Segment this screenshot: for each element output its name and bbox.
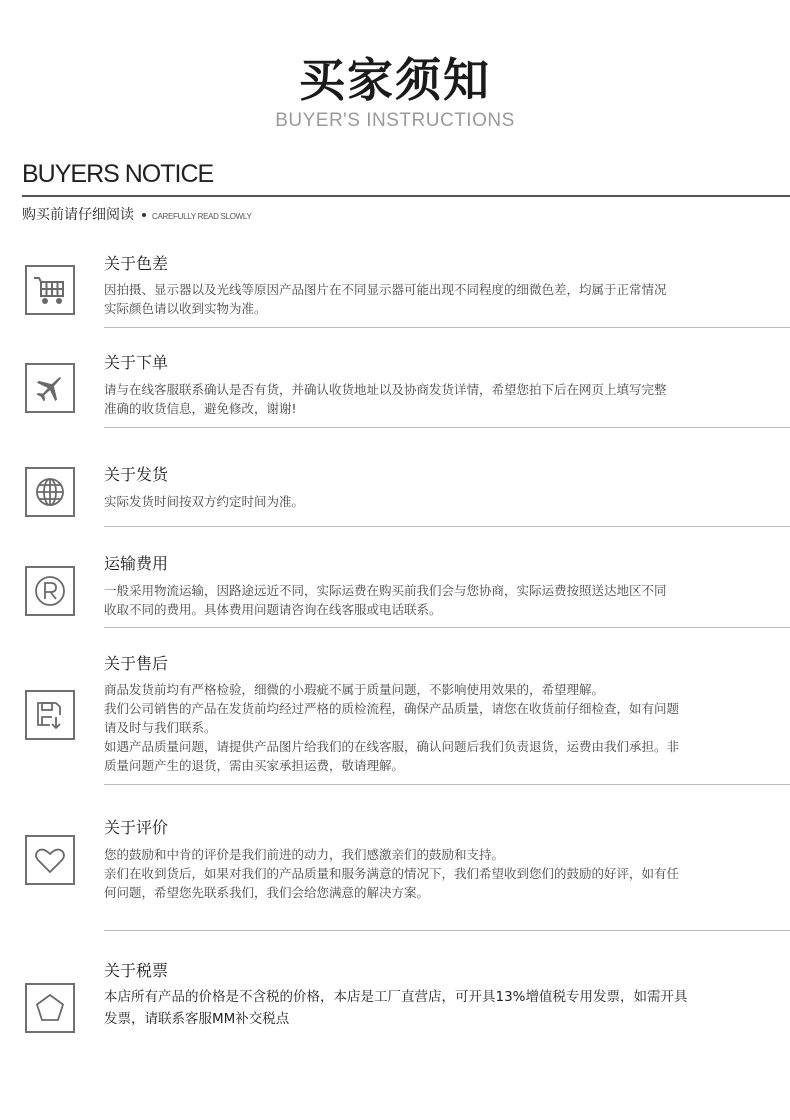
- notice-sub-cn: 购买前请仔细阅读: [22, 207, 134, 223]
- section-line: 本店所有产品的价格是不含税的价格，本店是工厂直营店，可开具13%增值税专用发票，如需开具: [104, 989, 688, 1005]
- section-line: 如遇产品质量问题，请提供产品图片给我们的在线客服，确认问题后我们负责退货，运费由我们承担。非: [104, 739, 680, 754]
- globe-icon: [25, 467, 75, 517]
- pentagon-icon: [25, 983, 75, 1033]
- section-title: 关于评价: [104, 818, 169, 837]
- section-body: [104, 680, 764, 775]
- section-line: 您的鼓励和中肯的评价是我们前进的动力，我们感激亲们的鼓励和支持。: [104, 847, 505, 862]
- section-line: 一般采用物流运输，因路途远近不同，实际运费在购买前我们会与您协商，实际运费按照送达地区不同: [104, 583, 667, 598]
- section-line: 实际颜色请以收到实物为准。: [104, 301, 267, 316]
- section-title: 关于下单: [104, 353, 169, 372]
- bullet-dot-icon: [142, 213, 146, 217]
- section-divider: [104, 427, 790, 428]
- section-title: 运输费用: [104, 554, 169, 573]
- section-body: [104, 845, 764, 902]
- section-line: 发票，请联系客服MM补交税点: [104, 1011, 290, 1027]
- section-line: 质量问题产生的退货，需由买家承担运费，敬请理解。: [104, 758, 405, 773]
- notice-divider: [22, 195, 790, 197]
- section-line: 亲们在收到货后，如果对我们的产品质量和服务满意的情况下，我们希望收到您们的鼓励的好评，如有任: [104, 866, 680, 881]
- section-divider: [104, 930, 790, 931]
- section-line: 请与在线客服联系确认是否有货，并确认收货地址以及协商发货详情，希望您拍下后在网页上填写完整: [104, 382, 667, 397]
- section-divider: [104, 327, 790, 328]
- registered-icon: [25, 566, 75, 616]
- section-title: 关于税票: [104, 961, 169, 980]
- section-title: 关于发货: [104, 465, 169, 484]
- section-title: 关于售后: [104, 654, 169, 673]
- section-line: 准确的收货信息，避免修改，谢谢!: [104, 401, 297, 416]
- section-line: 商品发货前均有严格检验，细微的小瑕疵不属于质量问题，不影响使用效果的，希望理解。: [104, 682, 605, 697]
- section-line: 实际发货时间按双方约定时间为准。: [104, 494, 305, 509]
- section-body: [104, 380, 764, 418]
- section-title: 关于色差: [104, 254, 169, 273]
- section-body: [104, 492, 764, 511]
- section-body: [104, 581, 764, 619]
- section-divider: [104, 784, 790, 785]
- page-title-en: BUYER'S INSTRUCTIONS: [275, 110, 515, 131]
- save-download-icon: [25, 690, 75, 740]
- section-divider: [104, 526, 790, 527]
- section-line: 因拍摄、显示器以及光线等原因产品图片在不同显示器可能出现不同程度的细微色差，均属于正常情况: [104, 282, 667, 297]
- section-line: 我们公司销售的产品在发货前均经过严格的质检流程，确保产品质量，请您在收货前仔细检查，如有问题: [104, 701, 680, 716]
- airplane-icon: [25, 363, 75, 413]
- section-body: [104, 986, 764, 1030]
- shopping-cart-icon: [25, 265, 75, 315]
- notice-subheading: [22, 204, 252, 227]
- notice-heading: BUYERS NOTICE: [22, 160, 214, 188]
- section-body: [104, 280, 764, 318]
- heart-icon: [25, 835, 75, 885]
- section-divider: [104, 627, 790, 628]
- section-line: 收取不同的费用。具体费用问题请咨询在线客服或电话联系。: [104, 602, 442, 617]
- page-title-cn: 买家须知: [299, 53, 491, 107]
- notice-sub-en: CAREFULLY READ SLOWLY: [152, 212, 252, 221]
- section-line: 请及时与我们联系。: [104, 720, 217, 735]
- section-line: 何问题，希望您先联系我们，我们会给您满意的解决方案。: [104, 885, 430, 900]
